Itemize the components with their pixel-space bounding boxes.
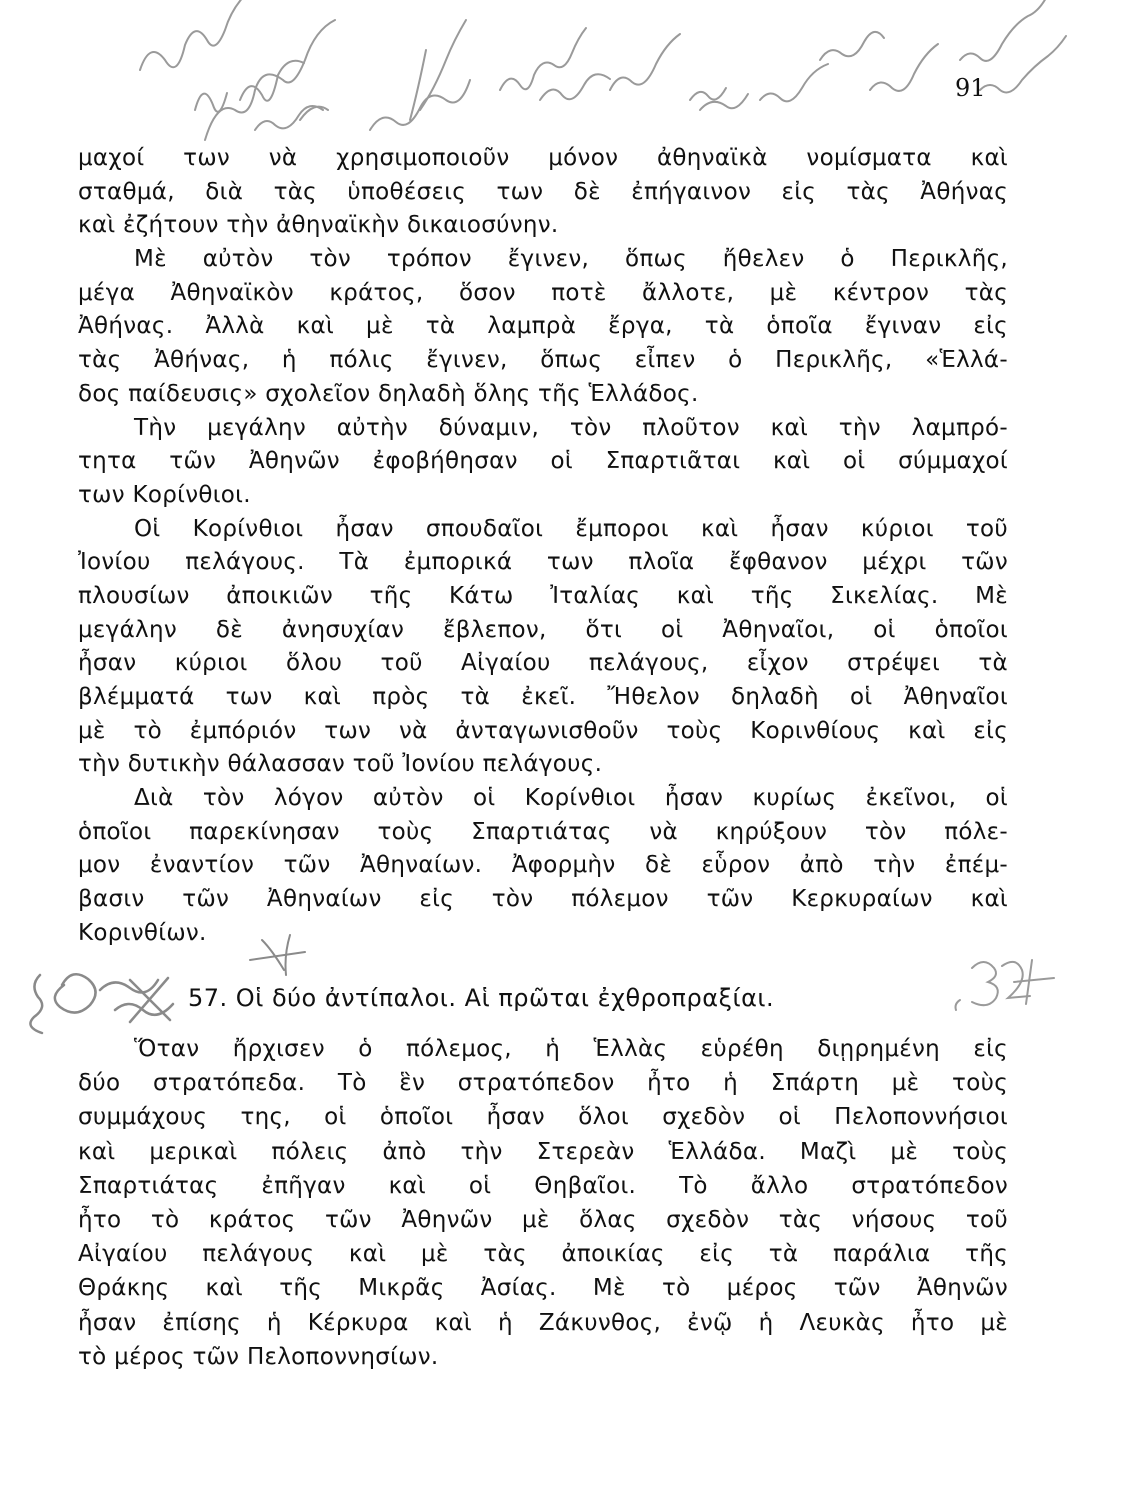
text-line: ἦσαν κύριοι ὅλου τοῦ Αἰγαίου πελάγους, εἶχον στρέψει τὰ [78, 650, 1008, 677]
text-line: Ἀθήνας. Ἀλλὰ καὶ μὲ τὰ λαμπρὰ ἔργα, τὰ ὁποῖα ἔγιναν εἰς [78, 313, 1008, 340]
text-line: μεγάλην δὲ ἀνησυχίαν ἔβλεπον, ὅτι οἱ Ἀθηναῖοι, οἱ ὁποῖοι [78, 616, 1008, 643]
text-line: Μὲ αὐτὸν τὸν τρόπον ἔγινεν, ὅπως ἤθελεν ὁ Περικλῆς, [134, 246, 1008, 273]
text-line: Οἱ Κορίνθιοι ἦσαν σπουδαῖοι ἔμποροι καὶ ἦσαν κύριοι τοῦ [134, 515, 1008, 542]
text-line: καὶ ἐζήτουν τὴν ἀθηναϊκὴν δικαιοσύνην. [78, 212, 559, 239]
text-line: Ὅταν ἤρχισεν ὁ πόλεμος, ἡ Ἑλλὰς εὑρέθη διῃρημένη εἰς [134, 1036, 1008, 1062]
text-line: Κορινθίων. [78, 919, 207, 946]
text-line: πλουσίων ἀποικιῶν τῆς Κάτω Ἰταλίας καὶ τῆς Σικελίας. Μὲ [78, 582, 1008, 609]
text-line: Αἰγαίου πελάγους καὶ μὲ τὰς ἀποικίας εἰς τὰ παράλια τῆς [78, 1241, 1008, 1268]
text-line: τητα τῶν Ἀθηνῶν ἐφοβήθησαν οἱ Σπαρτιᾶται καὶ οἱ σύμμαχοί [78, 448, 1008, 475]
text-line: Θράκης καὶ τῆς Μικρᾶς Ἀσίας. Μὲ τὸ μέρος τῶν Ἀθηνῶν [78, 1275, 1008, 1302]
section-2-text [78, 1032, 1008, 1374]
text-line: τὰς Ἀθήνας, ἡ πόλις ἔγινεν, ὅπως εἶπεν ὁ Περικλῆς, «Ἑλλά- [78, 347, 1008, 374]
top-pencil-notes [140, 0, 1066, 140]
text-line: Ἰονίου πελάγους. Τὰ ἐμπορικά των πλοῖα ἔφθανον μέχρι τῶν [78, 549, 1008, 576]
text-line: μέγα Ἀθηναϊκὸν κράτος, ὅσον ποτὲ ἄλλοτε, μὲ κέντρον τὰς [78, 279, 1008, 306]
text-line: μον ἐναντίον τῶν Ἀθηναίων. Ἀφορμὴν δὲ εὗρον ἀπὸ τὴν ἐπέμ- [78, 852, 1008, 879]
text-line: μὲ τὸ ἐμπόριόν των νὰ ἀνταγωνισθοῦν τοὺς Κορινθίους καὶ εἰς [78, 717, 1008, 744]
text-line: Διὰ τὸν λόγον αὐτὸν οἱ Κορίνθιοι ἦσαν κυρίως ἐκεῖνοι, οἱ [134, 785, 1008, 812]
text-line: δος παίδευσις» σχολεῖον δηλαδὴ ὅλης τῆς Ἑλλάδος. [78, 380, 699, 407]
page-number: 91 [955, 74, 986, 102]
right-heading-pencil-mark [956, 960, 1055, 1010]
text-line: καὶ μερικαὶ πόλεις ἀπὸ τὴν Στερεὰν Ἑλλάδα. Μαζὶ μὲ τοὺς [78, 1138, 1008, 1165]
text-line: ἦσαν ἐπίσης ἡ Κέρκυρα καὶ ἡ Ζάκυνθος, ἐνῷ ἡ Λευκὰς ἦτο μὲ [78, 1309, 1008, 1336]
text-line: βασιν τῶν Ἀθηναίων εἰς τὸν πόλεμον τῶν Κερκυραίων καὶ [78, 886, 1008, 913]
text-line: τὴν δυτικὴν θάλασσαν τοῦ Ἰονίου πελάγους. [78, 751, 603, 778]
text-line: σταθμά, διὰ τὰς ὑποθέσεις των δὲ ἐπήγαινον εἰς τὰς Ἀθήνας [78, 178, 1008, 205]
text-line: συμμάχους της, οἱ ὁποῖοι ἦσαν ὅλοι σχεδὸν οἱ Πελοποννήσιοι [78, 1104, 1008, 1131]
section-1-text [78, 142, 1008, 951]
text-line: ὁποῖοι παρεκίνησαν τοὺς Σπαρτιάτας νὰ κηρύξουν τὸν πόλε- [78, 818, 1008, 845]
text-line: μαχοί των νὰ χρησιμοποιοῦν μόνον ἀθηναϊκὰ νομίσματα καὶ [78, 145, 1008, 171]
left-heading-pencil-mark [30, 974, 173, 1033]
text-line: δύο στρατόπεδα. Τὸ ἓν στρατόπεδον ἦτο ἡ Σπάρτη μὲ τοὺς [78, 1070, 1008, 1097]
text-line: βλέμματά των καὶ πρὸς τὰ ἐκεῖ. Ἤθελον δηλαδὴ οἱ Ἀθηναῖοι [78, 684, 1008, 710]
section-heading: 57. Οἱ δύο ἀντίπαλοι. Αἱ πρῶται ἐχθροπραξίαι. [188, 984, 775, 1012]
text-line: Τὴν μεγάλην αὐτὴν δύναμιν, τὸν πλοῦτον καὶ τὴν λαμπρό- [134, 414, 1008, 441]
text-line: των Κορίνθιοι. [78, 481, 251, 508]
text-line: Σπαρτιάτας ἐπῆγαν καὶ οἱ Θηβαῖοι. Τὸ ἄλλο στρατόπεδον [78, 1172, 1008, 1199]
text-line: τὸ μέρος τῶν Πελοποννησίων. [78, 1343, 439, 1370]
text-line: ἦτο τὸ κράτος τῶν Ἀθηνῶν μὲ ὅλας σχεδὸν τὰς νήσους τοῦ [78, 1206, 1008, 1233]
